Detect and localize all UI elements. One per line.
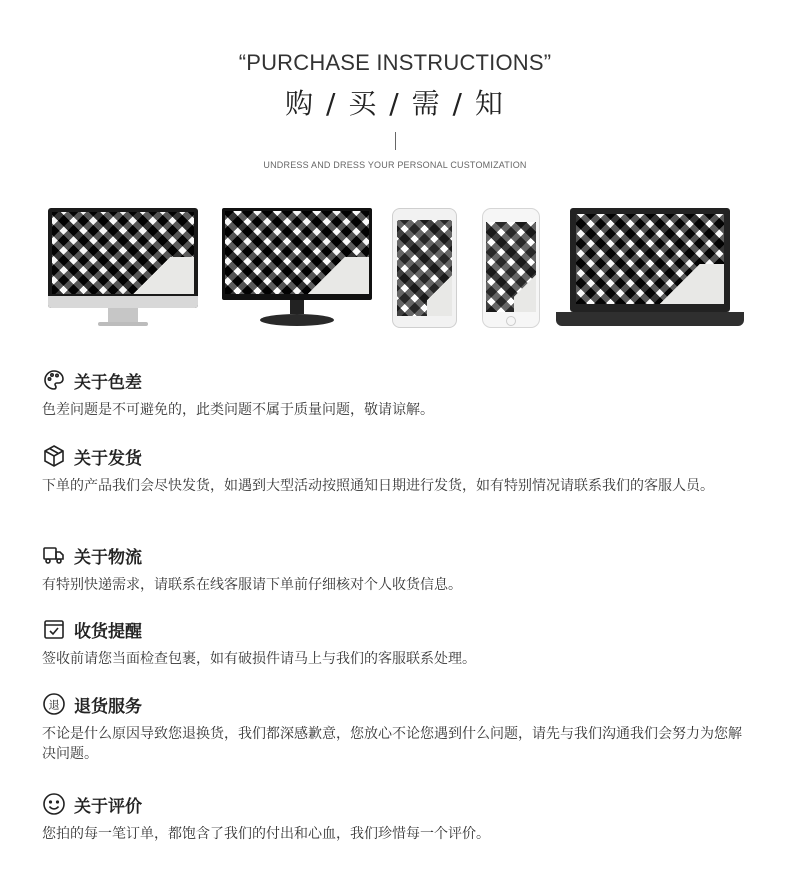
review-section [42,792,742,844]
section-body: 不论是什么原因导致您退换货，我们都深感歉意，您放心不论您遇到什么问题，请先与我们沟通我们会努力为您解决问题。 [42,726,742,762]
section-body: 有特别快递需求，请联系在线客服请下单前仔细核对个人收货信息。 [42,577,462,593]
logistics-section [42,543,742,595]
section-title-text: 关于物流 [74,547,142,568]
receipt-reminder-section [42,617,742,669]
section-title-text: 退货服务 [74,696,142,717]
section-title [42,368,742,392]
section-title [42,792,742,816]
chinese-title: 购 / 买 / 需 / 知 [285,87,505,120]
section-title [42,444,742,468]
box-icon [42,444,66,468]
phone-image [482,208,540,330]
return-service-section [42,692,742,764]
shipping-section [42,444,742,496]
section-title [42,543,742,567]
section-body: 您拍的每一笔订单，都饱含了我们的付出和心血，我们珍惜每一个评价。 [42,826,490,842]
check-box-icon [42,617,66,641]
english-title: “PURCHASE INSTRUCTIONS” [238,50,552,75]
svg-text:退: 退 [48,698,60,712]
section-body: 签收前请您当面检查包裹，如有破损件请马上与我们的客服联系处理。 [42,651,476,667]
section-title-text: 关于色差 [74,372,142,393]
laptop-image [556,208,744,330]
section-title-text: 收货提醒 [74,621,142,642]
section-title-text: 关于发货 [74,448,142,469]
device-showcase [0,200,790,335]
header [0,50,790,170]
color-difference-section [42,368,742,420]
truck-icon [42,543,66,567]
subtitle: UNDRESS AND DRESS YOUR PERSONAL CUSTOMIZATION [263,160,527,170]
return-icon [42,692,66,716]
palette-icon [42,368,66,392]
divider [395,132,396,150]
section-body: 色差问题是不可避免的，此类问题不属于质量问题，敬请谅解。 [42,402,434,418]
section-title [42,617,742,641]
section-title [42,692,742,716]
imac-image [48,208,198,330]
section-title-text: 关于评价 [74,796,142,817]
smile-icon [42,792,66,816]
section-body: 下单的产品我们会尽快发货，如遇到大型活动按照通知日期进行发货，如有特别情况请联系我们的客服人员。 [42,478,714,494]
monitor-image [222,208,372,330]
phone-image [392,208,457,330]
